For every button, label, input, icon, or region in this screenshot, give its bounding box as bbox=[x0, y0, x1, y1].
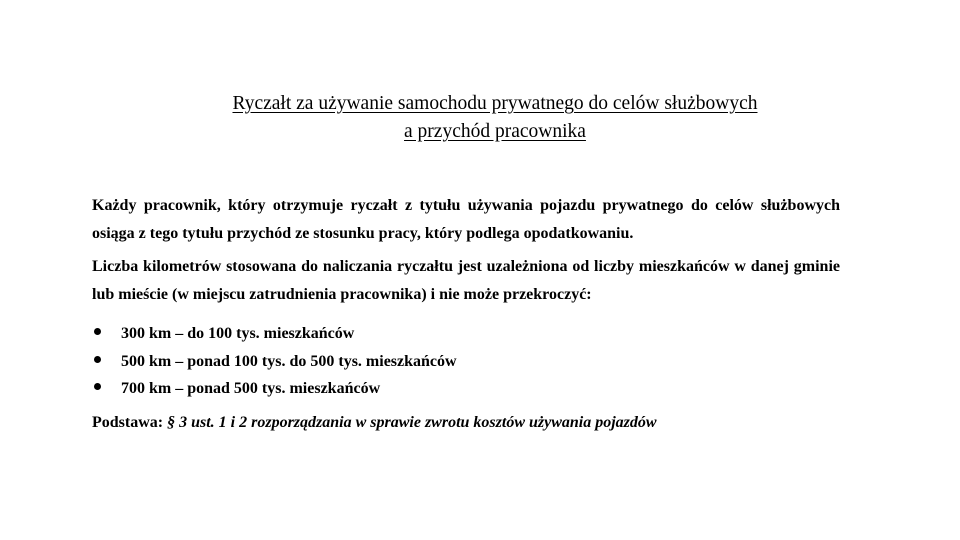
list-item-text: 700 km – ponad 500 tys. mieszkańców bbox=[121, 380, 381, 397]
km-limit-list bbox=[92, 320, 840, 403]
page-title bbox=[150, 90, 840, 146]
list-item-text: 300 km – do 100 tys. mieszkańców bbox=[121, 325, 355, 342]
list-item bbox=[92, 375, 840, 403]
title-line-2: a przychód pracownika bbox=[404, 121, 586, 142]
bullet-icon bbox=[94, 383, 101, 390]
list-item-text: 500 km – ponad 100 tys. do 500 tys. mieszkańców bbox=[121, 352, 457, 370]
paragraph-km-limit: Liczba kilometrów stosowana do naliczania ryczałtu jest uzależniona od liczby mieszkańców w danej gminie lub mieście (w miejscu zatrudnienia pracownika) i nie może przekroczyć: bbox=[92, 258, 840, 303]
legal-basis-label: Podstawa: bbox=[92, 413, 168, 431]
title-line-1: Ryczałt za używanie samochodu prywatnego do celów służbowych bbox=[232, 93, 758, 114]
bullet-icon bbox=[94, 356, 101, 363]
legal-basis bbox=[92, 409, 840, 437]
legal-basis-text: § 3 ust. 1 i 2 rozporządzania w sprawie zwrotu kosztów używania pojazdów bbox=[167, 413, 657, 431]
list-item bbox=[92, 320, 840, 348]
list-item bbox=[92, 348, 840, 376]
paragraph-income: Każdy pracownik, który otrzymuje ryczałt z tytułu używania pojazdu prywatnego do celów służbowych osiąga z tego tytułu przychód ze stosunku pracy, który podlega opodatkowaniu. bbox=[92, 197, 840, 242]
bullet-icon bbox=[94, 328, 101, 335]
document-body bbox=[92, 192, 840, 436]
